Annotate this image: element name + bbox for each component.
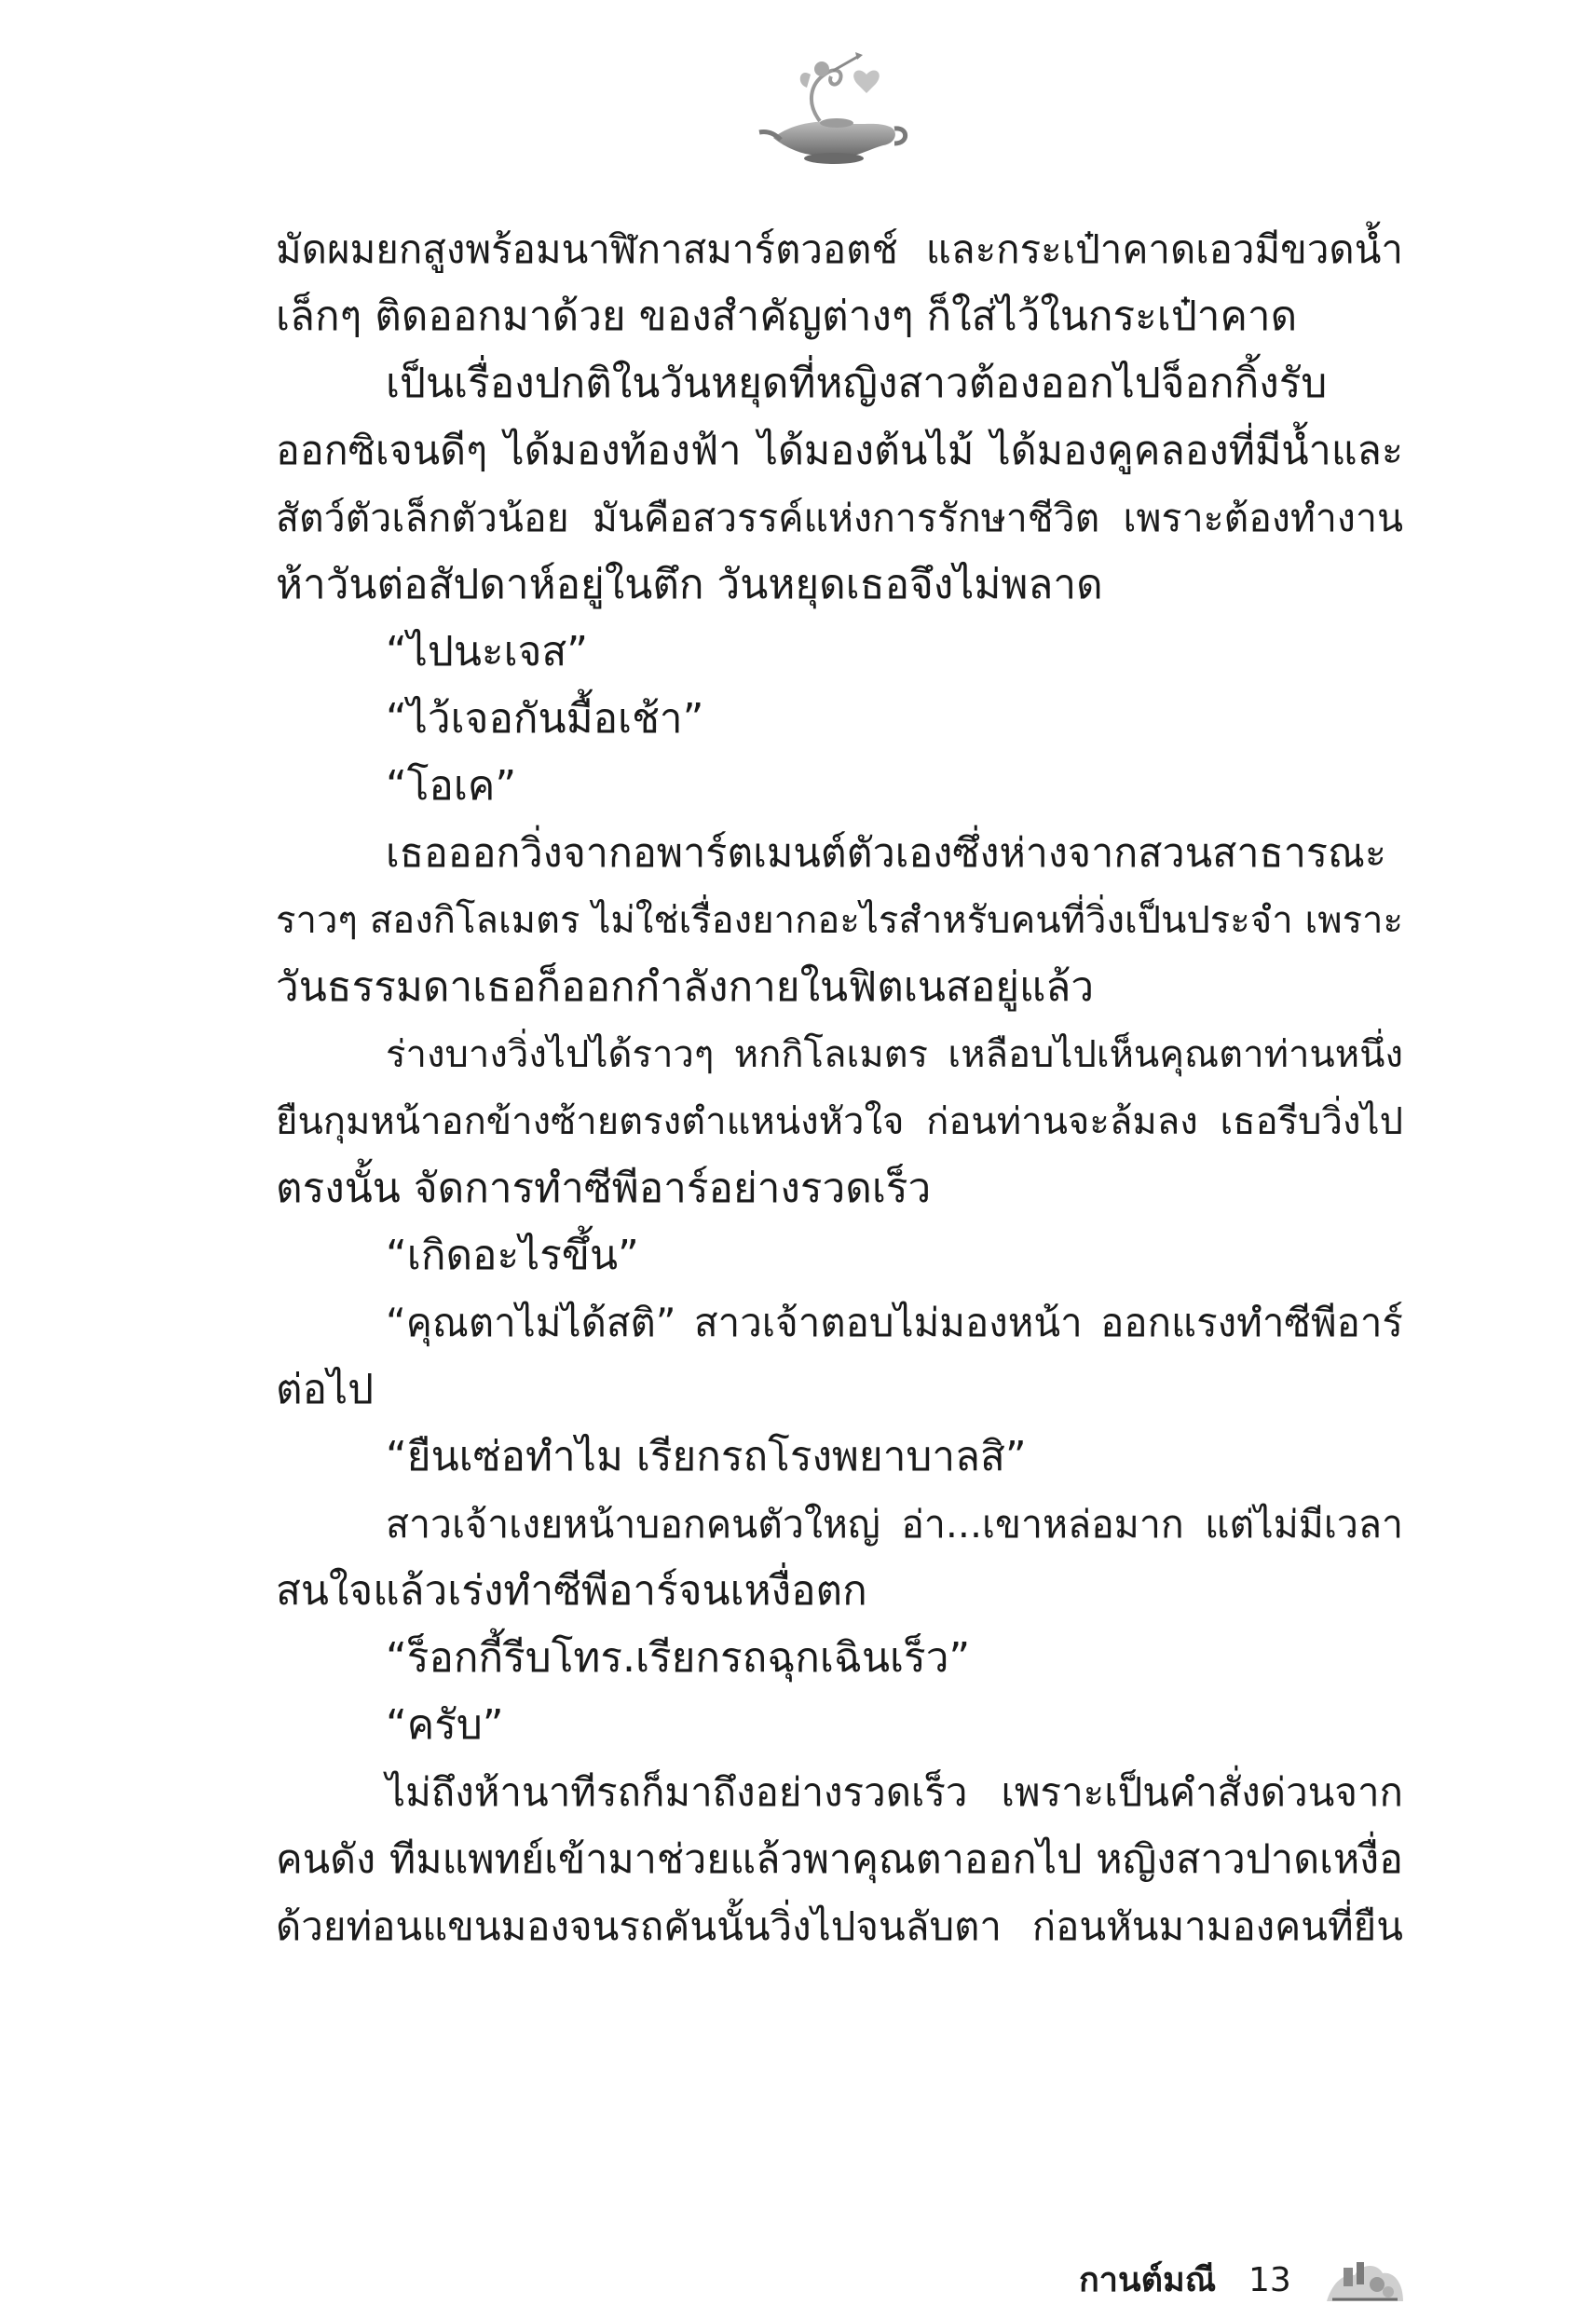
text-line: “เกิดอะไรขึ้น” xyxy=(386,1232,639,1279)
text-line: วันธรรมดาเธอก็ออกกำลังกายในฟิตเนสอยู่แล้ว xyxy=(276,963,1095,1011)
text-line: เป็นเรื่องปกติในวันหยุดที่หญิงสาวต้องออกไปจ็อกกิ้งรับ xyxy=(386,360,1328,407)
page-footer xyxy=(1025,2253,1416,2318)
book-title: กานต์มณี xyxy=(1079,2261,1217,2299)
genie-lamp-icon xyxy=(755,47,913,168)
text-line: คนดัง ทีมแพทย์เข้ามาช่วยแล้วพาคุณตาออกไป หญิงสาวปาดเหงื่อ xyxy=(276,1836,1403,1883)
text-line: ราวๆ สองกิโลเมตร ไม่ใช่เรื่องยากอะไรสำหรับคนที่วิ่งเป็นประจำ เพราะ xyxy=(276,899,1403,942)
text-line: ด้วยท่อนแขนมองจนรถคันนั้นวิ่งไปจนลับตา ก่อนหันมามองคนที่ยืน xyxy=(276,1903,1403,1949)
text-line: เล็กๆ ติดออกมาด้วย ของสำคัญต่างๆ ก็ใส่ไว้ในกระเป๋าคาด xyxy=(276,293,1298,340)
text-line: ต่อไป xyxy=(276,1366,375,1413)
treasure-ornament-icon xyxy=(1323,2255,1407,2307)
text-line: “คุณตาไม่ได้สติ” สาวเจ้าตอบไม่มองหน้า ออกแรงทำซีพีอาร์ xyxy=(386,1300,1403,1345)
text-line: ห้าวันต่อสัปดาห์อยู่ในตึก วันหยุดเธอจึงไม่พลาด xyxy=(276,561,1103,608)
text-line: มัดผมยกสูงพร้อมนาฬิกาสมาร์ตวอตช์ และกระเป๋าคาดเอวมีขวดน้ำ xyxy=(276,226,1403,272)
text-line: “ยืนเซ่อทำไม เรียกรถโรงพยาบาลสิ” xyxy=(386,1433,1027,1480)
text-line: สาวเจ้าเงยหน้าบอกคนตัวใหญ่ อ่า...เขาหล่อมาก แต่ไม่มีเวลา xyxy=(386,1502,1403,1547)
text-line: ออกซิเจนดีๆ ได้มองท้องฟ้า ได้มองต้นไม้ ได้มองคูคลองที่มีน้ำและ xyxy=(276,428,1403,474)
text-line: “โอเค” xyxy=(386,762,517,810)
text-line: “ร็อกกี้รีบโทร.เรียกรถฉุกเฉินเร็ว” xyxy=(386,1634,971,1682)
text-line: “ครับ” xyxy=(386,1701,504,1749)
text-line: ร่างบางวิ่งไปได้ราวๆ หกกิโลเมตร เหลือบไปเห็นคุณตาท่านหนึ่ง xyxy=(386,1033,1403,1076)
text-line: “ไว้เจอกันมื้อเช้า” xyxy=(386,695,704,743)
body-text xyxy=(276,216,1403,1960)
text-line: สัตว์ตัวเล็กตัวน้อย มันคือสวรรค์แห่งการรักษาชีวิต เพราะต้องทำงาน xyxy=(276,496,1403,540)
text-line: เธอออกวิ่งจากอพาร์ตเมนต์ตัวเองซึ่งห่างจากสวนสาธารณะ xyxy=(386,830,1386,877)
text-line: “ไปนะเจส” xyxy=(386,628,589,675)
text-line: ไม่ถึงห้านาทีรถก็มาถึงอย่างรวดเร็ว เพราะเป็นคำสั่งด่วนจาก xyxy=(386,1769,1403,1815)
text-line: สนใจแล้วเร่งทำซีพีอาร์จนเหงื่อตก xyxy=(276,1567,867,1615)
text-line: ยืนกุมหน้าอกข้างซ้ายตรงตำแหน่งหัวใจ ก่อนท่านจะล้มลง เธอรีบวิ่งไป xyxy=(276,1100,1403,1143)
text-line: ตรงนั้น จัดการทำซีพีอาร์อย่างรวดเร็ว xyxy=(276,1165,932,1212)
page-number: 13 xyxy=(1248,2261,1291,2299)
